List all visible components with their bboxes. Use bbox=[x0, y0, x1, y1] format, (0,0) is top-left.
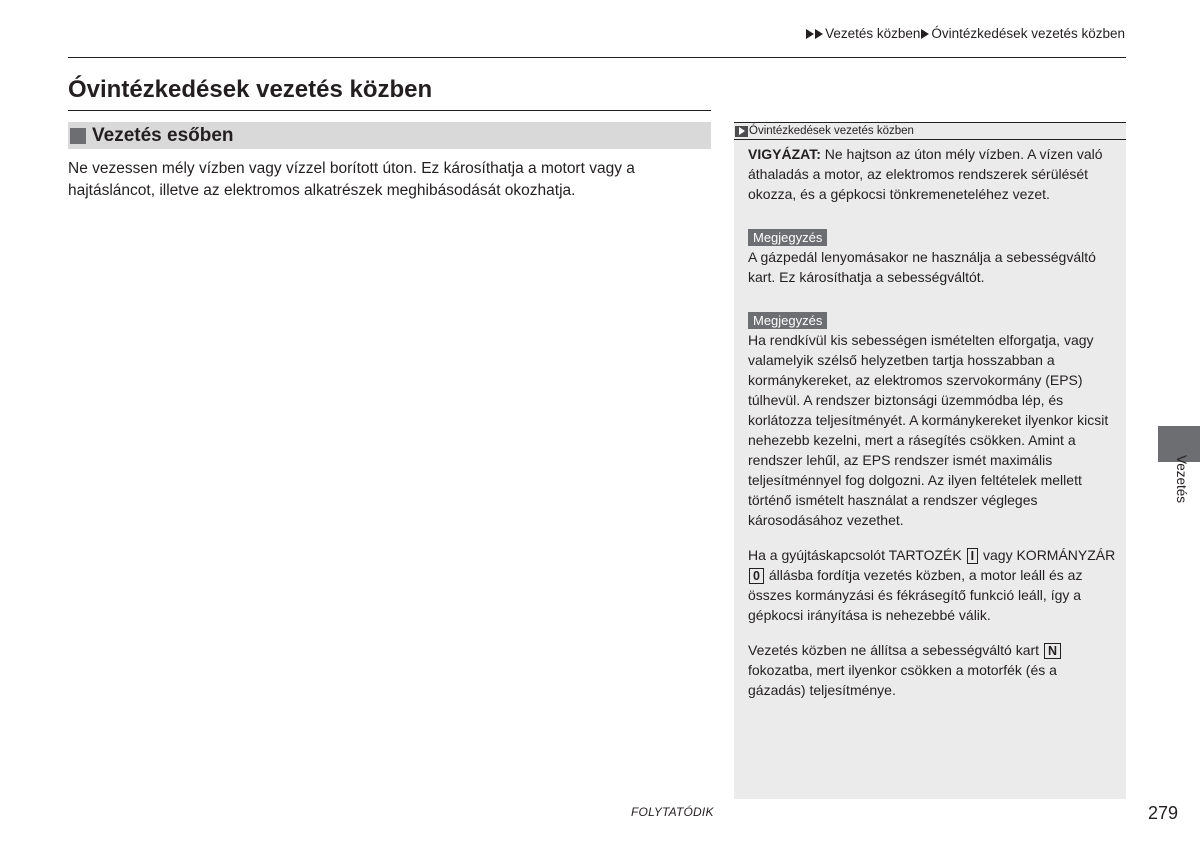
breadcrumb-arrow-icon bbox=[921, 29, 929, 39]
sidebar-notes bbox=[734, 122, 1126, 799]
ignition-paragraph bbox=[748, 545, 1118, 625]
neutral-text-b: fokozatba, mert ilyenkor csökken a motorfék (és a gázadás) teljesítménye. bbox=[748, 662, 1057, 698]
ignition-text-a: Ha a gyújtáskapcsolót TARTOZÉK bbox=[748, 547, 966, 563]
header-divider bbox=[68, 57, 1126, 58]
warning-label: VIGYÁZAT: bbox=[748, 146, 821, 162]
section-header bbox=[68, 122, 711, 149]
breadcrumb-arrow-icon bbox=[815, 29, 823, 39]
neutral-paragraph bbox=[748, 640, 1118, 700]
warning-text: Ne hajtson az úton mély vízben. A vízen való áthaladás a motor, az elektromos rendszerek sérülését okozza, és a gépkocsi tönkremeneteléhez vezet. bbox=[748, 146, 1103, 202]
section-title: Vezetés esőben bbox=[92, 124, 234, 146]
sidebar-header bbox=[734, 122, 1126, 140]
section-square-icon bbox=[70, 128, 86, 144]
sidebar-content bbox=[748, 144, 1118, 700]
neutral-text-a: Vezetés közben ne állítsa a sebességváltó kart bbox=[748, 642, 1043, 658]
section-body: Ne vezessen mély vízben vagy vízzel borított úton. Ez károsíthatja a motort vagy a hajtásláncot, illetve az elektromos alkatrészek meghibásodását okozhatja. bbox=[68, 160, 635, 199]
warning-paragraph bbox=[748, 144, 1118, 204]
sidebar-arrow-icon bbox=[735, 126, 748, 137]
note-tag: Megjegyzés bbox=[748, 312, 827, 329]
breadcrumb bbox=[806, 26, 1126, 41]
note-tag: Megjegyzés bbox=[748, 229, 827, 246]
page-title: Óvintézkedések vezetés közben bbox=[68, 76, 433, 103]
continued-label: FOLYTATÓDIK bbox=[631, 805, 714, 819]
page-number: 279 bbox=[1148, 803, 1179, 823]
chapter-tab-label: Vezetés bbox=[1174, 455, 1189, 504]
key-accessory-icon: I bbox=[967, 548, 978, 564]
key-lock-icon: 0 bbox=[749, 568, 764, 584]
note1-text: A gázpedál lenyomásakor ne használja a sebességváltó kart. Ez károsíthatja a sebességváltót. bbox=[748, 249, 1096, 285]
title-divider bbox=[68, 110, 711, 111]
gear-neutral-icon: N bbox=[1044, 643, 1061, 659]
breadcrumb-arrow-icon bbox=[806, 29, 814, 39]
breadcrumb-item-driving[interactable]: Vezetés közben bbox=[825, 26, 921, 41]
ignition-text-c: állásba fordítja vezetés közben, a motor leáll és az összes kormányzási és fékrásegítő funkció leáll, így a gépkocsi irányítása is nehezebbé válik. bbox=[748, 567, 1083, 623]
note2-text: Ha rendkívül kis sebességen ismételten elforgatja, vagy valamelyik szélső helyzetben tartja hosszabban a kormánykereket, az elektromos szervokormány (EPS) túlhevül. A rendszer biztonsági üzemmódba lép, és korlátozza teljesítményét. A kormánykereket ilyenkor kicsit nehezebb kezelni, mert a rásegítés csökken. Amint a rendszer lehűl, az EPS rendszer ismét maximális teljesítménnyel fog dolgozni. Az ilyen feltételek mellett történő ismételt használat a rendszer végleges károsodásához vezethet. bbox=[748, 332, 1109, 528]
breadcrumb-item-precautions[interactable]: Óvintézkedések vezetés közben bbox=[931, 26, 1125, 41]
ignition-text-b: vagy KORMÁNYZÁR bbox=[979, 547, 1116, 563]
sidebar-header-label: Óvintézkedések vezetés közben bbox=[749, 125, 914, 137]
